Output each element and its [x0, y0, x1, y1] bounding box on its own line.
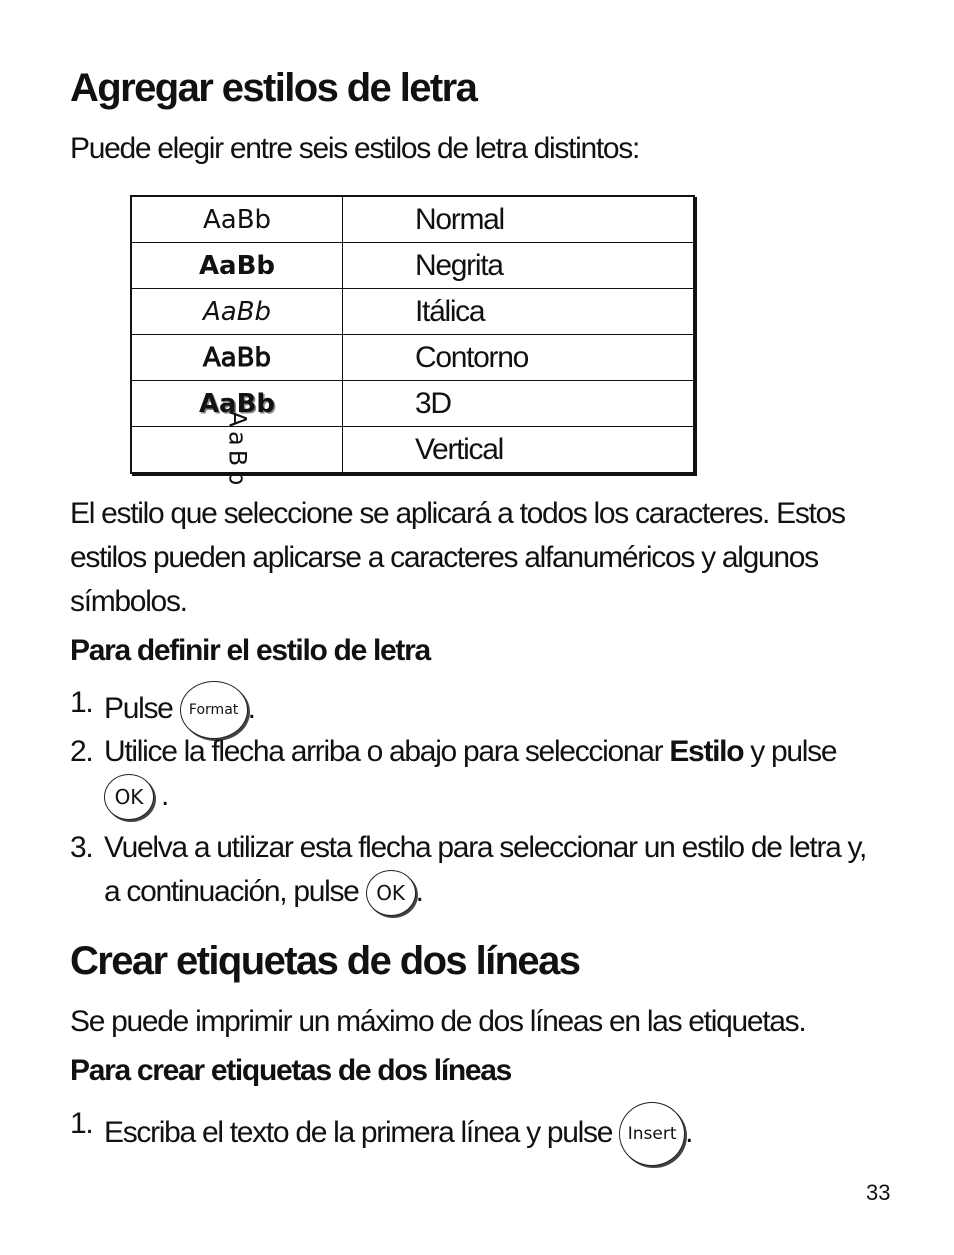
format-key-label: Format	[188, 702, 239, 718]
step-text	[104, 1102, 890, 1166]
procedure-heading-font-style: Para definir el estilo de letra	[70, 634, 430, 667]
body-line: símbolos.	[70, 585, 187, 618]
style-sample-3d: AaBb	[131, 381, 343, 427]
section-title-font-styles: Agregar estilos de letra	[70, 66, 477, 110]
step-2-bold: Estilo	[669, 735, 744, 768]
step-number: 1.	[70, 1107, 93, 1140]
step-2-text-after: y pulse	[743, 735, 837, 768]
step-number: 1.	[70, 686, 93, 719]
step-number: 2.	[70, 735, 93, 768]
ok-key-label: OK	[376, 881, 406, 906]
style-sample-italic: AaBb	[131, 289, 343, 335]
body-paragraph	[70, 492, 845, 624]
style-name: Normal	[343, 196, 695, 243]
body-line: estilos pueden aplicarse a caracteres alfanuméricos y algunos	[70, 541, 818, 574]
style-name: 3D	[343, 381, 695, 427]
procedure-heading-two-lines: Para crear etiquetas de dos líneas	[70, 1054, 512, 1087]
style-name: Contorno	[343, 335, 695, 381]
section-title-two-lines: Crear etiquetas de dos líneas	[70, 939, 580, 983]
style-sample-vertical-cell	[131, 410, 343, 489]
step-1-two-lines	[70, 1092, 890, 1158]
page-number: 33	[866, 1180, 891, 1205]
step-3-line1: Vuelva a utilizar esta flecha para seleccionar un estilo de letra y,	[104, 831, 867, 864]
step-2-text-before: Utilice la flecha arriba o abajo para seleccionar	[104, 735, 670, 768]
section-intro-two-lines: Se puede imprimir un máximo de dos líneas en las etiquetas.	[70, 1005, 806, 1038]
table-row	[131, 289, 694, 335]
table-row	[131, 243, 694, 289]
table-row	[131, 381, 694, 427]
step-2	[70, 730, 890, 830]
style-sample-normal: AaBb	[131, 196, 343, 243]
ok-key-icon	[104, 774, 154, 820]
step-1-text: Pulse	[104, 691, 173, 725]
ok-key-label: OK	[114, 785, 144, 810]
step-text	[104, 826, 890, 916]
insert-key-label: Insert	[627, 1124, 677, 1144]
ok-key-icon	[366, 870, 416, 916]
table-row	[131, 427, 694, 474]
step-3-line2: a continuación, pulse	[104, 875, 359, 908]
step-text	[104, 730, 890, 820]
step-1-two-lines-end: .	[685, 1115, 693, 1149]
step-number: 3.	[70, 831, 93, 864]
step-3	[70, 826, 890, 926]
step-1-end: .	[247, 691, 255, 725]
style-name: Vertical	[343, 427, 695, 474]
style-name: Itálica	[343, 289, 695, 335]
style-name: Negrita	[343, 243, 695, 289]
body-line: El estilo que seleccione se aplicará a todos los caracteres. Estos	[70, 497, 845, 530]
style-sample-outline: AaBb	[131, 335, 343, 381]
section-intro-font-styles: Puede elegir entre seis estilos de letra distintos:	[70, 132, 640, 165]
table-row	[131, 196, 694, 243]
font-styles-table	[130, 195, 695, 489]
step-2-end: .	[161, 779, 169, 812]
table-row	[131, 335, 694, 381]
style-sample-bold: AaBb	[131, 243, 343, 289]
style-sample-vertical: AaBb	[222, 410, 251, 489]
step-1	[70, 675, 890, 735]
insert-key-icon	[619, 1102, 685, 1166]
step-1-two-lines-text: Escriba el texto de la primera línea y pulse	[104, 1115, 613, 1149]
step-3-end: .	[415, 875, 423, 908]
